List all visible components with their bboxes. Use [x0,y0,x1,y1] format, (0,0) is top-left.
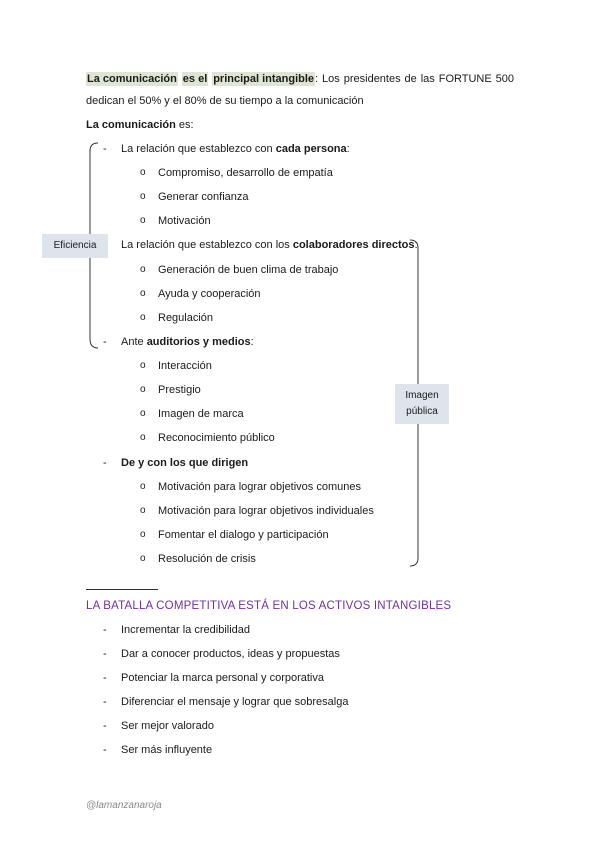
section-heading: LA BATALLA COMPETITIVA ESTÁ EN LOS ACTIVOS INTANGIBLES [86,600,452,612]
list-item: Regulación [158,312,214,324]
section-title [121,457,248,469]
bullet-marker: o [140,481,146,492]
bullet-marker: o [140,191,146,202]
dash-marker: - [103,696,107,708]
dash-marker: - [103,624,107,636]
dash-marker: - [103,648,107,660]
intro-word: presidentes [343,73,401,85]
section-title-bold: auditorios y medios [146,336,251,348]
list-item: Interacción [158,360,212,372]
dash-marker: - [103,336,107,348]
intro-word: las [420,73,435,85]
imagen-label-line1: Imagen [405,390,439,401]
list-item: Dar a conocer productos, ideas y propuestas [121,648,340,660]
intro-word: Los [322,73,340,85]
intro-line-2: dedican el 50% y el 80% de su tiempo a la comunicación [86,95,364,107]
intro-word: FORTUNE [438,73,492,85]
bullet-marker: o [140,215,146,226]
list-item: Fomentar el dialogo y participación [158,529,329,541]
bullet-marker: o [140,432,146,443]
section-title-post: : [414,239,418,251]
bullet-marker: o [140,505,146,516]
list-item: Generar confianza [158,191,249,203]
dash-marker: - [103,457,107,469]
bullet-marker: o [140,384,146,395]
section-title-pre: La relación que establezco con los [121,239,293,251]
list-item: Compromiso, desarrollo de empatía [158,167,333,179]
list-item: Reconocimiento público [158,432,275,444]
section-title-post: : [250,336,254,348]
section-title-bold: De y con los que dirigen [121,457,249,469]
list-item: Generación de buen clima de trabajo [158,264,339,276]
section-title-post: : [346,143,350,155]
colon: : [315,73,319,85]
list-item: Ser más influyente [121,744,213,756]
list-item: Ser mejor valorado [121,720,214,732]
eficiencia-label: Eficiencia [53,240,97,251]
bullet-marker: o [140,553,146,564]
dash-marker: - [103,744,107,756]
intro-line-3-rest: es: [175,119,194,131]
bullet-marker: o [140,264,146,275]
bullet-marker: o [140,360,146,371]
footer-handle: @lamanzanaroja [86,800,162,811]
highlight-text-2: es el [182,73,208,85]
section-title-bold: colaboradores directos [292,239,415,251]
list-item: Potenciar la marca personal y corporativa [121,672,324,684]
list-item: Ayuda y cooperación [158,288,261,300]
eficiencia-box [42,234,108,258]
section-title-pre: La relación que establezco con [121,143,276,155]
intro-line-3-bold: La comunicación [86,119,176,131]
section-title-pre: Ante [121,336,147,348]
bullet-marker: o [140,167,146,178]
bullet-marker: o [140,529,146,540]
bullet-marker: o [140,312,146,323]
list-item: Resolución de crisis [158,553,256,565]
list-item: Diferenciar el mensaje y lograr que sobresalga [121,696,349,708]
list-item: Prestigio [158,384,201,396]
bullet-marker: o [140,408,146,419]
list-item: Motivación para lograr objetivos comunes [158,481,361,493]
intro-word: de [404,73,417,85]
section-title-bold: cada persona [275,143,347,155]
highlight-text-3: principal intangible [213,73,315,85]
list-item: Incrementar la credibilidad [121,624,251,636]
imagen-publica-box [395,384,449,424]
dash-marker: - [103,143,107,155]
imagen-label-line2: pública [406,406,438,417]
dash-marker: - [103,672,107,684]
separator-rule [86,589,158,590]
dash-marker: - [103,720,107,732]
section-title [121,143,350,155]
section-title [121,239,418,251]
section-title [121,336,254,348]
highlight-text-1: La comunicación [87,73,177,85]
intro-word: 500 [495,73,514,85]
list-item: Motivación para lograr objetivos individuales [158,505,374,517]
list-item: Imagen de marca [158,408,244,420]
list-item: Motivación [158,215,211,227]
bullet-marker: o [140,288,146,299]
